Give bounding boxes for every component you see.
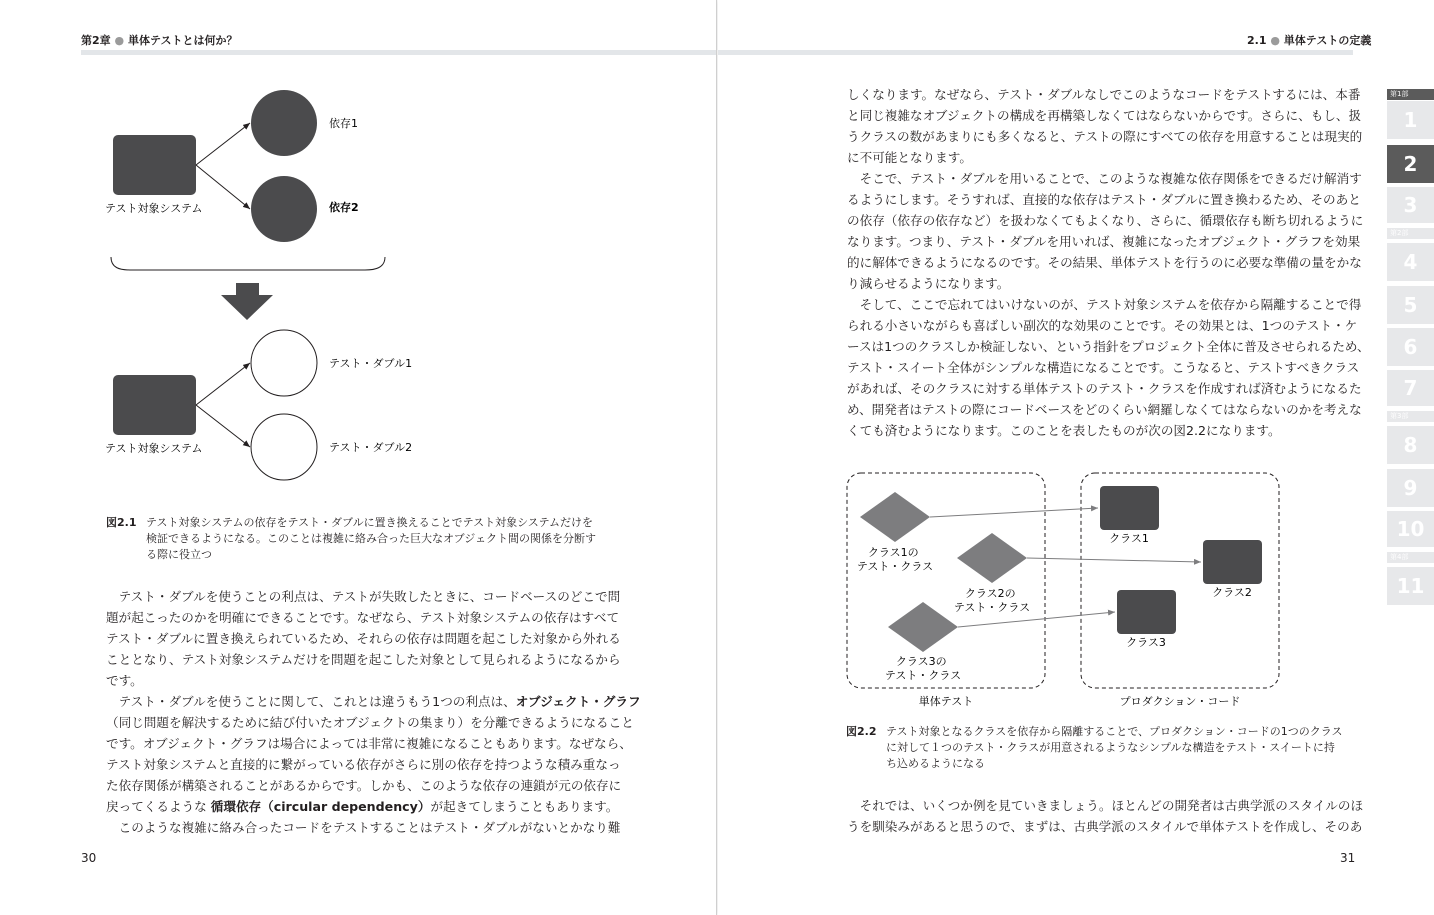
tab-chapter-8[interactable]: 8 — [1387, 426, 1434, 464]
tab-chapter-3[interactable]: 3 — [1387, 187, 1434, 223]
text-line: テスト対象システムと直接的に繋がっている依存がさらに別の依存を持つような積み重なっ — [106, 757, 621, 772]
system-under-test-box — [113, 135, 196, 195]
test-double-1-label: テスト・ダブル1 — [329, 357, 413, 370]
dependency-2-circle — [251, 176, 317, 242]
term-circular-dependency: 循環依存（circular dependency） — [210, 799, 431, 814]
test-class-1-label — [857, 546, 933, 573]
text-line: うを馴染みがあると思うので、まずは、古典学派のスタイルで単体テストを作成し、そのあ — [847, 819, 1363, 834]
system-under-test-box-2 — [113, 375, 196, 435]
class-3-box — [1117, 590, 1176, 634]
tab-chapter-2[interactable]: 2 — [1387, 145, 1434, 183]
text-line: うクラスの数があまりにも多くなると、テストの際にすべての依存を用意することは現実的 — [847, 129, 1363, 144]
header-dot: ● — [114, 34, 125, 47]
text-span: が起きてしまうこともあります。 — [430, 799, 619, 814]
test-double-2-circle — [251, 414, 317, 480]
arrow-to-dep2 — [196, 165, 250, 209]
caption-line: 検証できるようになる。このことは複雑に絡み合った巨大なオブジェクト間の関係を分断す — [146, 532, 597, 545]
header-rule — [718, 50, 1353, 55]
caption-line: テスト対象となるクラスを依存から隔離することで、プロダクション・コードの1つのクラス — [886, 725, 1343, 738]
caption-line: に対して１つのテスト・クラスが用意されるようなシンプルな構造をテスト・スイートに持 — [886, 741, 1335, 754]
left-body-text — [106, 586, 641, 838]
term-object-graph: オブジェクト・グラフ — [515, 694, 641, 709]
text-line: テスト・スイート全体がシンプルな構造になることです。こうなると、テストすべきクラス — [847, 360, 1360, 375]
caption-number: 図2.1 — [106, 516, 137, 529]
section-number: 2.1 — [1247, 34, 1267, 47]
text-line: テスト・ダブルに置き換えられているため、それらの依存は問題を起こした対象から外れる — [106, 631, 621, 646]
test-class-3-label — [885, 655, 961, 682]
text-line: （同じ問題を解決するために結び付いたオブジェクトの集まり）を分離できるようになること — [106, 715, 634, 730]
tab-chapter-9[interactable]: 9 — [1387, 469, 1434, 507]
class-1-box — [1100, 486, 1159, 530]
label-line: クラス3の — [895, 655, 947, 668]
text-line: です。 — [106, 673, 143, 688]
arrow-to-double2 — [196, 405, 250, 447]
text-line: 的に解体できるようになるのです。その結果、単体テストを行うのに必要な準備の量をかな — [847, 255, 1362, 270]
figure-2-1 — [0, 0, 716, 500]
system-under-test-label-2: テスト対象システム — [105, 442, 203, 455]
dependency-2-label: 依存2 — [329, 201, 359, 214]
text-line: るようにします。そうすれば、直接的な依存はテスト・ダブルに置き換わるため、そのあと — [847, 192, 1361, 207]
running-header-right — [1247, 32, 1371, 48]
system-under-test-label: テスト対象システム — [105, 202, 203, 215]
test-class-1-diamond — [860, 492, 930, 542]
class-2-box — [1203, 540, 1262, 584]
label-line: テスト・クラス — [953, 601, 1031, 614]
page-number-right: 31 — [1340, 851, 1356, 865]
text-line — [106, 691, 641, 712]
class-2-label: クラス2 — [1212, 586, 1252, 599]
dependency-1-circle — [251, 90, 317, 156]
production-code-group-label: プロダクション・コード — [1119, 695, 1241, 708]
text-line: と同じ複雑なオブジェクトの構成を再構築しなくてはならないからです。さらに、もし、扱 — [847, 108, 1362, 123]
label-line: テスト・クラス — [856, 560, 934, 573]
text-line: そして、ここで忘れてはいけないのが、テスト対象システムを依存から隔離することで得 — [847, 297, 1362, 312]
text-line: こととなり、テスト対象システムだけを問題を起こした対象として見られるようになるから — [106, 652, 621, 667]
arrow-test2-to-class2 — [1027, 558, 1201, 562]
chapter-number: 第2章 — [81, 34, 111, 47]
chapter-title: 単体テストとは何か？ — [127, 34, 238, 47]
test-class-3-diamond — [888, 602, 958, 652]
text-line: があれば、そのクラスに対する単体テストのテスト・クラスを作成すれば済むようになるた — [847, 381, 1362, 396]
tab-chapter-5[interactable]: 5 — [1387, 286, 1434, 324]
class-3-label: クラス3 — [1126, 636, 1166, 649]
text-line: に不可能となります。 — [847, 150, 972, 165]
arrow-to-double1 — [196, 363, 250, 405]
tab-chapter-11[interactable]: 11 — [1387, 567, 1434, 605]
text-line: しくなります。なぜなら、テスト・ダブルなしでこのようなコードをテストするには、本番 — [847, 87, 1361, 102]
text-span: 戻ってくるような — [106, 799, 211, 814]
text-line: り減らせるようになります。 — [847, 276, 1010, 291]
caption-line: る際に役立つ — [146, 548, 212, 561]
grouping-brace — [111, 257, 385, 270]
tab-chapter-6[interactable]: 6 — [1387, 328, 1434, 366]
right-body-text — [847, 84, 1370, 441]
section-title: 単体テストの定義 — [1283, 34, 1372, 47]
part-label-3: 第3部 — [1387, 411, 1434, 422]
page-number-left: 30 — [81, 851, 97, 865]
caption-line: テスト対象システムの依存をテスト・ダブルに置き換えることでテスト対象システムだけを — [146, 516, 594, 529]
tab-chapter-1[interactable]: 1 — [1387, 101, 1434, 139]
text-line: め、開発者はテストの際にコードベースをどのくらい網羅しなくてはならないのかを考えな — [847, 402, 1362, 417]
arrow-test1-to-class1 — [930, 508, 1098, 517]
figure-2-2 — [718, 460, 1434, 720]
text-line: そこで、テスト・ダブルを用いることで、このような複雑な依存関係をできるだけ解消す — [847, 171, 1362, 186]
text-line: の依存（依存の依存など）を扱わなくてもよくなり、さらに、循環依存も断ち切れるように — [847, 213, 1364, 228]
text-line: た依存関係が構築されることがあるからです。しかも、このような依存の連鎖が元の依存に — [106, 778, 622, 793]
header-dot: ● — [1270, 34, 1280, 47]
label-line: クラス2の — [964, 587, 1016, 600]
class-1-label: クラス1 — [1109, 532, 1149, 545]
text-line: 題が起こったのかを明確にできることです。なぜなら、テスト対象システムの依存はすべて — [106, 610, 620, 625]
text-line: このような複雑に絡み合ったコードをテストすることはテスト・ダブルがないとかなり難 — [106, 820, 621, 835]
arrow-test3-to-class3 — [958, 612, 1115, 627]
caption-line: ち込めるようになる — [886, 757, 985, 770]
tab-chapter-10[interactable]: 10 — [1387, 511, 1434, 547]
part-label-2: 第2部 — [1387, 228, 1434, 239]
part-label-4: 第4部 — [1387, 552, 1434, 563]
text-line: ースは1つのクラスしか検証しない、という指針をプロジェクト全体に普及させられるため、 — [847, 339, 1370, 354]
text-line: です。オブジェクト・グラフは場合によっては非常に複雑になることもあります。なぜなら、 — [106, 736, 632, 751]
test-class-2-diamond — [957, 533, 1027, 583]
down-arrow-icon — [221, 283, 273, 320]
label-line: テスト・クラス — [884, 669, 962, 682]
text-line: くても済むようになります。このことを表したものが次の図2.2になります。 — [847, 423, 1281, 438]
caption-number: 図2.2 — [846, 725, 877, 738]
test-double-2-label: テスト・ダブル2 — [329, 441, 413, 454]
right-body-text-end — [847, 795, 1363, 837]
text-line — [106, 796, 641, 817]
arrow-to-dep1 — [196, 123, 250, 165]
unit-test-group-label: 単体テスト — [918, 695, 974, 708]
text-line: られる小さいながらも喜ばしい副次的な効果のことです。その効果とは、1つのテスト・ケ — [847, 318, 1358, 333]
text-span: テスト・ダブルを使うことに関して、これとは違うもう1つの利点は、 — [106, 694, 516, 709]
dependency-1-label: 依存1 — [329, 117, 358, 130]
test-class-2-label — [954, 587, 1030, 614]
tab-chapter-7[interactable]: 7 — [1387, 370, 1434, 406]
label-line: クラス1の — [867, 546, 919, 559]
test-double-1-circle — [251, 330, 317, 396]
right-page — [718, 0, 1434, 915]
tab-chapter-4[interactable]: 4 — [1387, 243, 1434, 281]
text-line: それでは、いくつか例を見ていきましょう。ほとんどの開発者は古典学派のスタイルのほ — [847, 798, 1364, 813]
part-label-1: 第1部 — [1387, 89, 1434, 100]
text-line: なります。つまり、テスト・ダブルを用いれば、複雑になったオブジェクト・グラフを効果 — [847, 234, 1361, 249]
text-line: テスト・ダブルを使うことの利点は、テストが失敗したときに、コードベースのどこで問 — [106, 589, 621, 604]
